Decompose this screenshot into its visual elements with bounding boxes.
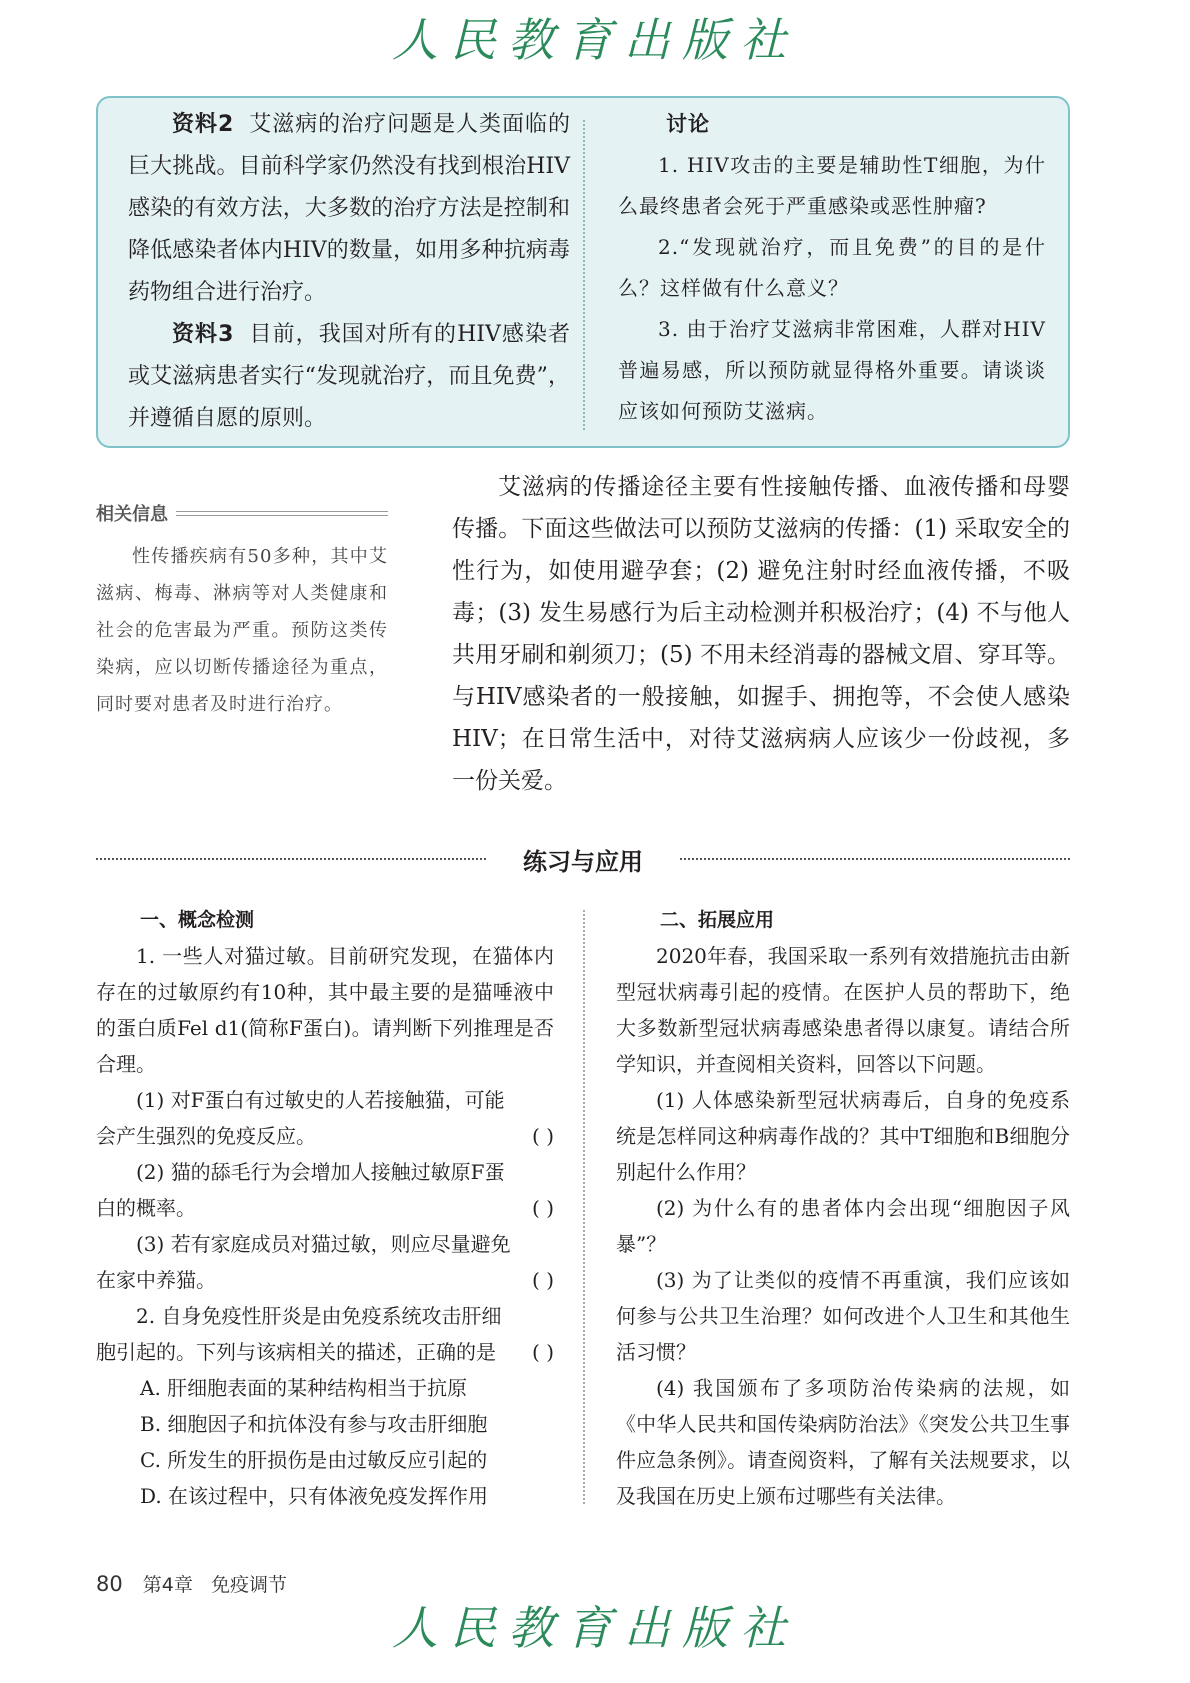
chapter-number: 第4章 xyxy=(142,1574,193,1596)
question-1-3a: (3) 若有家庭成员对猫过敏，则应尽量避免 xyxy=(136,1232,511,1256)
answer-blank[interactable]: ( ) xyxy=(532,1124,554,1148)
main-paragraph-block xyxy=(452,466,1070,802)
discussion-title: 讨论 xyxy=(666,112,710,136)
answer-blank[interactable]: ( ) xyxy=(532,1196,554,1220)
answer-blank[interactable]: ( ) xyxy=(532,1268,554,1292)
header-rule xyxy=(176,511,388,516)
extended-intro: 2020年春，我国采取一系列有效措施抗击由新型冠状病毒引起的疫情。在医护人员的帮助下，绝大多数新型冠状病毒感染患者得以康复。请结合所学知识，并查阅相关资料，回答以下问题。 xyxy=(616,944,1070,1076)
extended-q4: (4) 我国颁布了多项防治传染病的法规，如《中华人民共和国传染病防治法》《突发公共卫生事件应急条例》。请查阅资料，了解有关法规要求，以及我国在历史上颁布过哪些有关法律。 xyxy=(616,1376,1070,1508)
question-1-2b: 白的概率。 xyxy=(96,1196,196,1220)
answer-blank[interactable]: ( ) xyxy=(532,1340,554,1364)
question-2-row xyxy=(96,1334,554,1370)
question-1-2-row xyxy=(96,1190,554,1226)
related-info-sidebar xyxy=(96,500,388,723)
related-info-title: 相关信息 xyxy=(96,504,168,525)
question-2a: 2. 自身免疫性肝炎是由免疫系统攻击肝细 xyxy=(136,1304,502,1328)
main-paragraph: 艾滋病的传播途径主要有性接触传播、血液传播和母婴传播。下面这些做法可以预防艾滋病的传播：(1) 采取安全的性行为，如使用避孕套；(2) 避免注射时经血液传播，不吸毒；(3) 发生易感行为后主动检测并积极治疗；(4) 不与他人共用牙刷和剃须刀；(5) 不用未经消毒的器械文眉、穿耳等。与HIV感染者的一般接触，如握手、拥抱等，不会使人感染HIV；在日常生活中，对待艾滋病病人应该少一份歧视，多一份关爱。 xyxy=(452,474,1070,794)
option-c[interactable]: C. 所发生的肝损伤是由过敏反应引起的 xyxy=(140,1448,488,1472)
question-1-1-row xyxy=(96,1118,554,1154)
question-1-intro: 1. 一些人对猫过敏。目前研究发现，在猫体内存在的过敏原约有10种，其中最主要的是猫唾液中的蛋白质Fel d1(简称F蛋白)。请判断下列推理是否合理。 xyxy=(96,944,554,1076)
discussion-q1: 1. HIV攻击的主要是辅助性T细胞，为什么最终患者会死于严重感染或恶性肿瘤? xyxy=(618,153,1046,218)
concept-check-column xyxy=(96,902,554,1514)
material-3-label: 资料3 xyxy=(172,322,234,347)
column-divider xyxy=(583,120,585,430)
extended-q3: (3) 为了让类似的疫情不再重演，我们应该如何参与公共卫生治理？如何改进个人卫生和其他生活习惯？ xyxy=(616,1268,1070,1364)
related-info-header xyxy=(96,500,388,526)
related-info-text: 性传播疾病有50多种，其中艾滋病、梅毒、淋病等对人类健康和社会的危害最为严重。预防这类传染病，应以切断传播途径为重点，同时要对患者及时进行治疗。 xyxy=(96,546,388,715)
option-b[interactable]: B. 细胞因子和抗体没有参与攻击肝细胞 xyxy=(140,1412,488,1436)
exercise-section-header xyxy=(96,842,1070,878)
exercise-column-divider xyxy=(583,910,585,1504)
material-3 xyxy=(128,314,570,440)
extended-q2: (2) 为什么有的患者体内会出现“细胞因子风暴”？ xyxy=(616,1196,1070,1256)
extended-q1: (1) 人体感染新型冠状病毒后，自身的免疫系统是怎样同这种病毒作战的？其中T细胞和B细胞分别起什么作用？ xyxy=(616,1088,1070,1184)
exercise-title: 练习与应用 xyxy=(511,848,655,876)
material-2-label: 资料2 xyxy=(172,112,234,137)
material-2-text: 艾滋病的治疗问题是人类面临的巨大挑战。目前科学家仍然没有找到根治HIV感染的有效方法，大多数的治疗方法是控制和降低感染者体内HIV的数量，如用多种抗病毒药物组合进行治疗。 xyxy=(128,112,570,305)
publisher-logo-bottom: 人民教育出版社 xyxy=(392,1601,798,1655)
question-2b: 胞引起的。下列与该病相关的描述，正确的是 xyxy=(96,1340,496,1364)
discussion-column xyxy=(618,104,1046,432)
publisher-logo-top: 人民教育出版社 xyxy=(392,13,798,67)
concept-check-heading: 一、概念检测 xyxy=(140,909,255,931)
question-1-3b: 在家中养猫。 xyxy=(96,1268,216,1292)
extended-application-column xyxy=(616,902,1070,1514)
question-1-1a: (1) 对F蛋白有过敏史的人若接触猫，可能 xyxy=(136,1088,505,1112)
discussion-q2: 2.“发现就治疗，而且免费”的目的是什么？这样做有什么意义？ xyxy=(618,235,1046,300)
extended-application-heading: 二、拓展应用 xyxy=(660,909,775,931)
chapter-title: 免疫调节 xyxy=(211,1574,288,1596)
materials-box xyxy=(96,96,1070,448)
materials-column xyxy=(128,104,570,440)
discussion-q3: 3. 由于治疗艾滋病非常困难，人群对HIV普遍易感，所以预防就显得格外重要。请谈谈应该如何预防艾滋病。 xyxy=(618,317,1046,423)
question-1-2a: (2) 猫的舔毛行为会增加人接触过敏原F蛋 xyxy=(136,1160,505,1184)
question-1-3-row xyxy=(96,1262,554,1298)
page-number: 80 xyxy=(96,1572,123,1596)
material-2 xyxy=(128,104,570,314)
option-d[interactable]: D. 在该过程中，只有体液免疫发挥作用 xyxy=(140,1484,489,1508)
material-3-text: 目前，我国对所有的HIV感染者或艾滋病患者实行“发现就治疗，而且免费”，并遵循自愿的原则。 xyxy=(128,322,571,431)
option-a[interactable]: A. 肝细胞表面的某种结构相当于抗原 xyxy=(140,1376,468,1400)
question-1-1b: 会产生强烈的免疫反应。 xyxy=(96,1124,316,1148)
